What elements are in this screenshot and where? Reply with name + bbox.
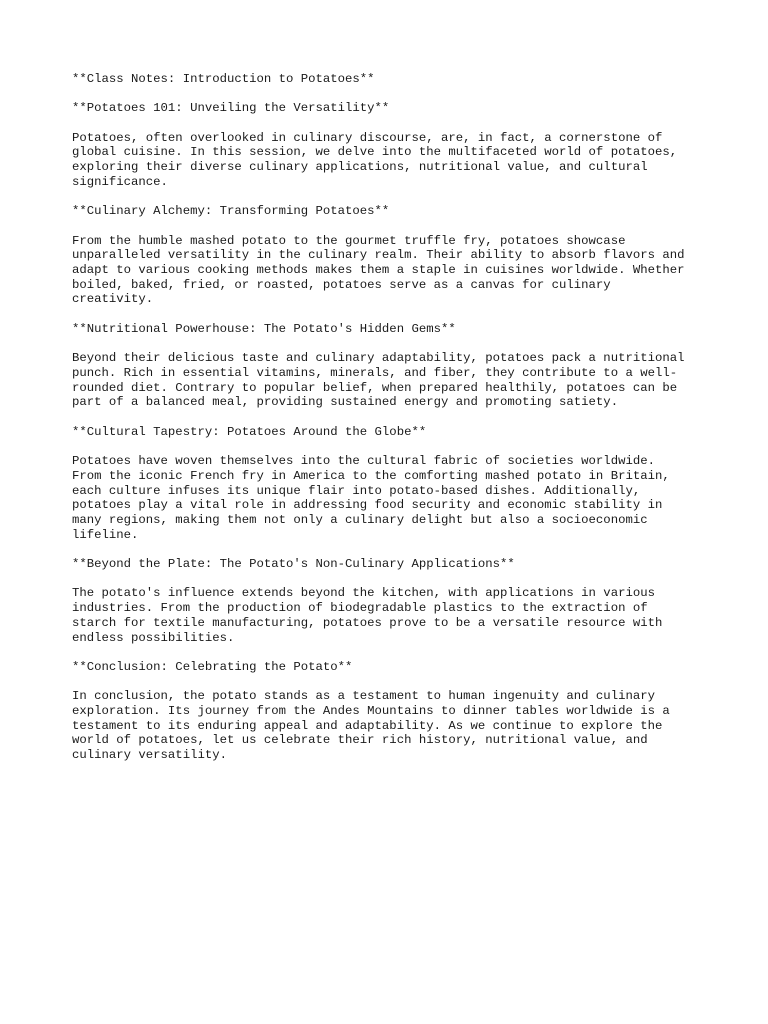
section-heading-potatoes-101: **Potatoes 101: Unveiling the Versatility** bbox=[72, 101, 390, 116]
paragraph-conclusion: In conclusion, the potato stands as a testament to human ingenuity and culinary exploration. Its journey from the Andes Mountains to dinner tables worldwide is a testament to its enduring appeal and adaptability. As we continue to explore the world of potatoes, let us celebrate their rich history, nutritional value, and culinary versatility. bbox=[72, 689, 670, 763]
section-heading-cultural-tapestry: **Cultural Tapestry: Potatoes Around the Globe** bbox=[72, 424, 427, 439]
paragraph-beyond-the-plate: The potato's influence extends beyond the kitchen, with applications in various industries. From the production of biodegradable plastics to the extraction of starch for textile manufacturing, potatoes prove to be a versatile resource with endless possibilities. bbox=[72, 586, 663, 645]
document-title: **Class Notes: Introduction to Potatoes** bbox=[72, 72, 375, 86]
paragraph-nutritional-powerhouse: Beyond their delicious taste and culinary adaptability, potatoes pack a nutritional punch. Rich in essential vitamins, minerals, and fiber, they contribute to a well- rounded diet. Contrary to popular belief, when prepared healthily, potatoes can be part of a balanced meal, providing sustained energy and promoting satiety. bbox=[72, 351, 685, 410]
section-heading-conclusion: **Conclusion: Celebrating the Potato** bbox=[72, 659, 353, 674]
paragraph-culinary-alchemy: From the humble mashed potato to the gourmet truffle fry, potatoes showcase unparalleled versatility in the culinary realm. Their ability to absorb flavors and adapt to various cooking methods makes them a staple in cuisines worldwide. Whether boiled, baked, fried, or roasted, potatoes serve as a canvas for culinary creativity. bbox=[72, 233, 685, 307]
section-heading-nutritional-powerhouse: **Nutritional Powerhouse: The Potato's Hidden Gems** bbox=[72, 321, 456, 336]
paragraph-cultural-tapestry: Potatoes have woven themselves into the cultural fabric of societies worldwide. From the iconic French fry in America to the comforting mashed potato in Britain, each culture infuses its unique flair into potato-based dishes. Additionally, potatoes play a vital role in addressing food security and economic stability in many regions, making them not only a culinary delight but also a socioeconomic lifeline. bbox=[72, 454, 670, 542]
document-page bbox=[72, 72, 712, 778]
paragraph-intro: Potatoes, often overlooked in culinary discourse, are, in fact, a cornerstone of global cuisine. In this session, we delve into the multifaceted world of potatoes, exploring their diverse culinary applications, nutritional value, and cultural significance. bbox=[72, 130, 678, 189]
section-heading-culinary-alchemy: **Culinary Alchemy: Transforming Potatoes** bbox=[72, 204, 390, 219]
section-heading-beyond-the-plate: **Beyond the Plate: The Potato's Non-Culinary Applications** bbox=[72, 557, 515, 572]
